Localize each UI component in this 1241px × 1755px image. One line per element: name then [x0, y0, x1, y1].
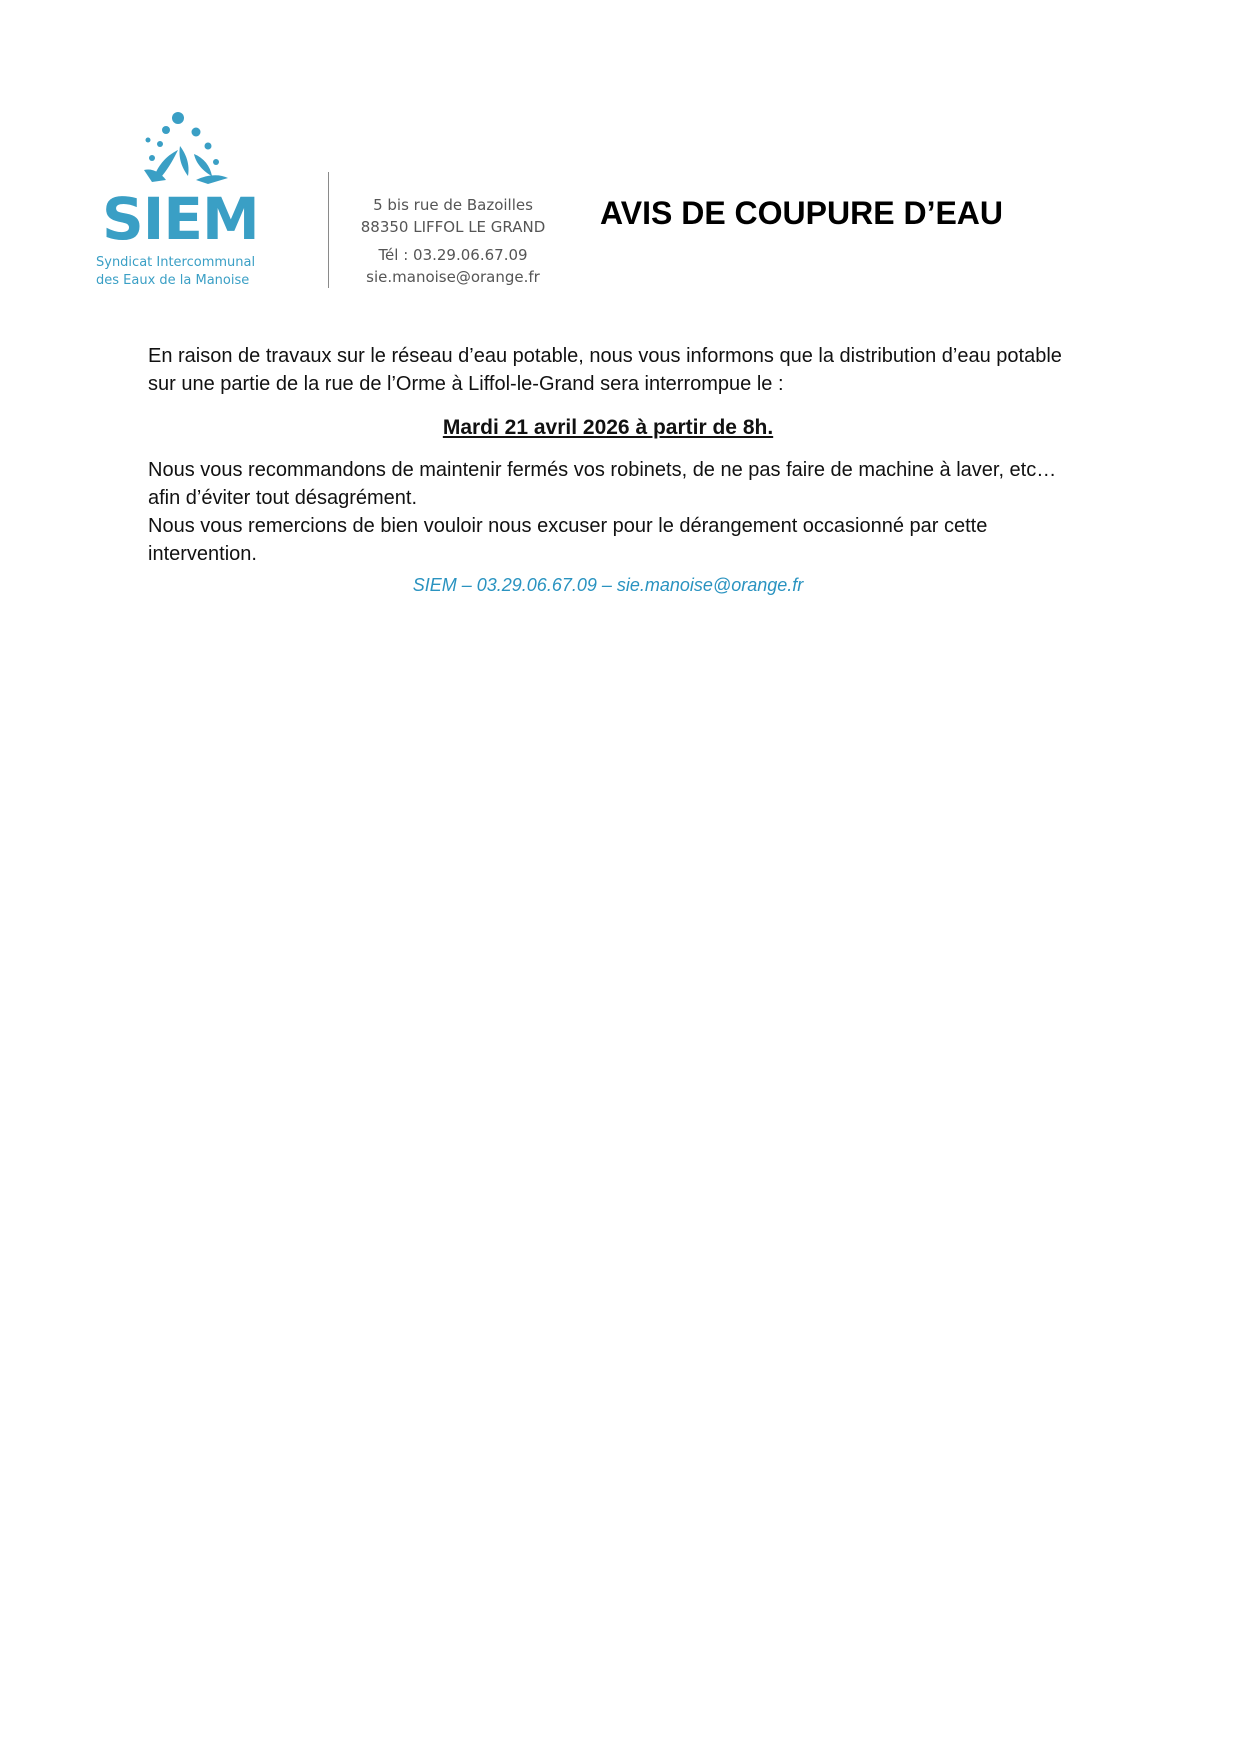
interruption-date: Mardi 21 avril 2026 à partir de 8h. [442, 416, 774, 439]
logo-tagline-line-1: Syndicat Intercommunal [96, 255, 256, 270]
document-title: AVIS DE COUPURE D’EAU [600, 195, 1004, 231]
apology-paragraph: Nous vous remercions de bien vouloir nous excuser pour le dérangement occasionné par cette intervention. [148, 515, 988, 565]
letterhead-divider [328, 172, 329, 288]
footer-contact-line: SIEM – 03.29.06.67.09 – sie.manoise@orange.fr [412, 575, 804, 595]
letterhead-contact-block [358, 194, 548, 288]
phone-number: Tél : 03.29.06.67.09 [378, 246, 528, 264]
logo-tagline-line-2: des Eaux de la Manoise [96, 273, 250, 288]
logo-wordmark: SIEM [102, 185, 259, 253]
intro-paragraph: En raison de travaux sur le réseau d’eau potable, nous vous informons que la distribution d’eau potable sur une partie de la rue de l’Orme à Liffol-le-Grand sera interrompue le : [148, 345, 1062, 395]
letterhead [96, 110, 546, 300]
siem-logo [96, 110, 286, 295]
recommendation-paragraph: Nous vous recommandons de maintenir fermés vos robinets, de ne pas faire de machine à laver, etc… afin d’éviter tout désagrément. [148, 459, 1057, 509]
address-line-1: 5 bis rue de Bazoilles [373, 196, 533, 214]
notice-body [148, 342, 1068, 598]
address-line-2: 88350 LIFFOL LE GRAND [360, 218, 546, 236]
email-address: sie.manoise@orange.fr [366, 268, 540, 286]
